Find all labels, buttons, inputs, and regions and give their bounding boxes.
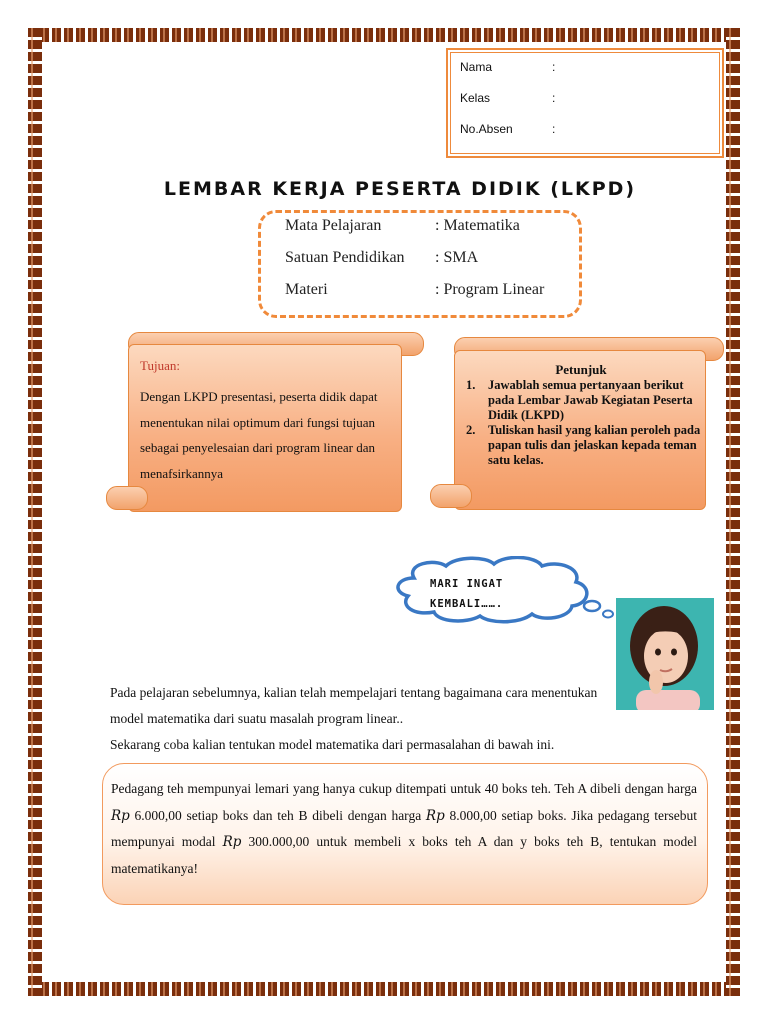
problem-text — [111, 776, 697, 882]
identity-row-kelas — [460, 91, 555, 105]
problem-fragment: Pedagang teh mempunyai lemari yang hanya cukup ditempati untuk 40 boks teh. Teh A dibeli dengan harga — [111, 781, 697, 796]
meta-row-level — [285, 249, 478, 267]
currency-symbol: Rp — [222, 834, 242, 850]
petunjuk-item-text: Tuliskan hasil yang kalian peroleh pada papan tulis dan jelaskan kepada teman satu kelas. — [488, 423, 701, 467]
page-border-right — [726, 28, 740, 996]
petunjuk-list — [466, 378, 702, 468]
petunjuk-scroll-bottom-roll — [430, 484, 472, 508]
meta-key: Satuan Pendidikan — [285, 249, 405, 266]
page-title: LEMBAR KERJA PESERTA DIDIK (LKPD) — [163, 178, 637, 200]
problem-fragment: untuk membeli x boks teh A dan y boks teh B, tentukan model matematikanya! — [111, 834, 698, 876]
currency-symbol: Rp — [425, 807, 445, 824]
cloud-line: MARI INGAT — [430, 578, 504, 590]
meta-row-subject — [285, 217, 520, 235]
page-border-bottom — [28, 982, 740, 996]
problem-fragment: setiap boks dan teh B dibeli dengan harga — [181, 807, 426, 823]
meta-row-topic — [285, 281, 544, 299]
identity-label: Nama — [460, 60, 493, 74]
subject-info-box — [258, 210, 582, 318]
meta-value: : Program Linear — [435, 281, 545, 298]
price-value: 300.000,00 — [241, 834, 310, 849]
problem-box — [102, 763, 708, 905]
meta-value: : SMA — [435, 249, 479, 266]
petunjuk-item-text: Jawablah semua pertanyaan berikut pada Lembar Jawab Kegiatan Peserta Didik (LKPD) — [488, 378, 693, 422]
petunjuk-item — [466, 378, 702, 423]
identity-separator: : — [552, 60, 556, 74]
thought-cloud-icon — [386, 556, 626, 628]
currency-symbol: Rp — [111, 807, 130, 824]
page-border-top — [28, 28, 740, 42]
cloud-text — [430, 574, 503, 614]
price-value: 6.000,00 — [129, 807, 182, 823]
meta-key: Materi — [285, 281, 328, 298]
petunjuk-title: Petunjuk — [555, 362, 607, 377]
price-value: 8.000,00 — [444, 807, 497, 823]
identity-row-nama — [460, 60, 555, 74]
thinking-girl-photo — [616, 598, 714, 710]
thinking-girl-icon — [616, 598, 714, 710]
tujuan-text: Dengan LKPD presentasi, peserta didik dapat menentukan nilai optimum dari fungsi tujuan sebagai penyelesaian dari program linear dan menafsirkannya — [140, 389, 378, 481]
intro-paragraph: Sekarang coba kalian tentukan model matematika dari permasalahan di bawah ini. — [110, 737, 555, 752]
intro-paragraph: Pada pelajaran sebelumnya, kalian telah mempelajari tentang bagaimana cara menentukan model matematika dari suatu masalah program linear.. — [110, 685, 598, 726]
petunjuk-number: 1. — [466, 378, 476, 392]
page-border-left — [28, 28, 42, 996]
problem-fragment: setiap boks. Jika pedagang tersebut mempunyai modal — [111, 807, 698, 849]
tujuan-scroll-bottom-roll — [106, 486, 148, 510]
meta-key: Mata Pelajaran — [285, 217, 382, 234]
tujuan-title: Tujuan: — [140, 358, 180, 373]
meta-value: : Matematika — [435, 217, 520, 234]
intro-section — [110, 680, 620, 752]
petunjuk-item — [466, 423, 702, 468]
identity-label: Kelas — [460, 91, 491, 105]
student-identity-box — [446, 48, 724, 158]
identity-separator: : — [552, 122, 556, 136]
cloud-line: KEMBALI……. — [430, 598, 504, 610]
identity-separator: : — [552, 91, 556, 105]
identity-row-no-absen — [460, 122, 555, 136]
identity-label: No.Absen — [460, 122, 513, 136]
petunjuk-number: 2. — [466, 423, 476, 437]
